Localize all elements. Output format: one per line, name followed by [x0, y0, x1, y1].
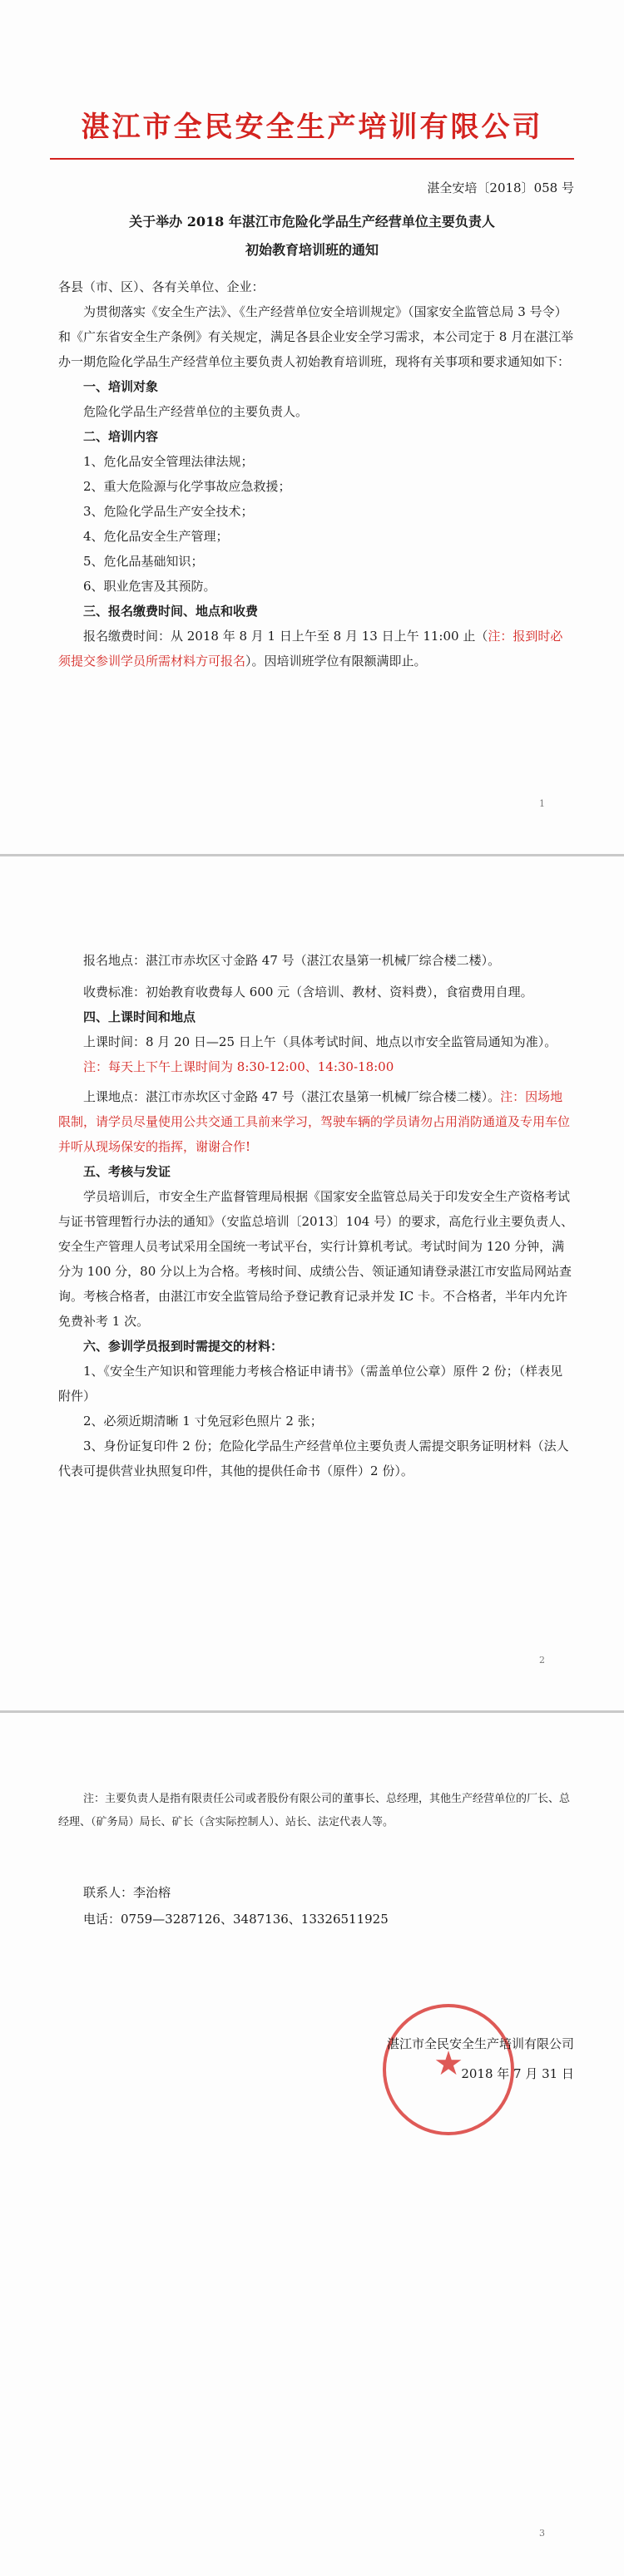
class-place-note-red: 注：因场地限制，请学员尽量使用公共交通工具前来学习，驾驶车辆的学员请勿占用消防通道及专用车位并听从现场保安的指挥，谢谢合作!: [58, 1089, 571, 1154]
page-number: 3: [539, 2528, 545, 2539]
section-2-item: 4、危化品安全生产管理；: [83, 529, 229, 544]
title-line-1: 关于举办 2018 年湛江市危险化学品生产经营单位主要负责人: [129, 214, 495, 229]
section-1-text: 危险化学品生产经营单位的主要负责人。: [83, 404, 309, 419]
registration-time: [58, 624, 574, 674]
section-6-title: 六、参训学员报到时需提交的材料：: [83, 1339, 284, 1354]
red-divider: [50, 158, 574, 160]
document-page-2: [0, 856, 624, 1713]
greeting: 各县（市、区）、各有关单位、企业：: [58, 279, 265, 294]
section-6-item: 3、身份证复印件 2 份；危险化学品生产经营单位主要负责人需提交职务证明材料（法人代表可提供营业执照复印件，其他的提供任命书（原件）2 份）。: [58, 1439, 569, 1478]
company-header: 湛江市全民安全生产培训有限公司: [81, 111, 543, 144]
class-time: 上课时间：8 月 20 日—25 日上午（具体考试时间、地点以市安全监管局通知为准）。: [83, 1034, 557, 1049]
document-title: [0, 208, 624, 264]
section-2-item: 5、危化品基础知识；: [83, 554, 204, 569]
section-2-item: 3、危险化学品生产安全技术；: [83, 504, 254, 519]
document-page-3: [0, 1713, 624, 2576]
page-1-body: [58, 274, 574, 674]
contact-phone: 电话：0759—3287126、3487136、13326511925: [83, 1912, 389, 1927]
page-3-body: [58, 1788, 574, 1834]
section-2-title: 二、培训内容: [83, 429, 159, 444]
signature-company: 湛江市全民安全生产培训有限公司: [386, 2036, 574, 2051]
registration-place: 报名地点：湛江市赤坎区寸金路 47 号（湛江农垦第一机械厂综合楼二楼）。: [83, 953, 501, 968]
registration-time-text: 报名缴费时间：从 2018 年 8 月 1 日上午至 8 月 13 日上午 11:00 止（: [83, 629, 488, 644]
responsible-person-note: 注：主要负责人是指有限责任公司或者股份有限公司的董事长、总经理，其他生产经营单位的厂长、总经理、（矿务局）局长、矿长（含实际控制人）、站长、法定代表人等。: [58, 1793, 571, 1828]
section-5-title: 五、考核与发证: [83, 1164, 171, 1179]
document-page-1: [0, 0, 624, 856]
section-2-item: 1、危化品安全管理法律法规；: [83, 454, 254, 469]
class-time-note: 注：每天上下午上课时间为 8:30-12:00、14:30-18:00: [83, 1059, 394, 1074]
intro-paragraph: 为贯彻落实《安全生产法》、《生产经营单位安全培训规定》（国家安全监管总局 3 号令）和《广东省安全生产条例》有关规定，满足各县企业安全学习需求，本公司定于 8 月在湛江举办一期危险化学品生产经营单位主要负责人初始教育培训班，现将有关事项和要求通知如下：: [58, 304, 574, 369]
seal-star-icon: ★: [433, 2045, 463, 2083]
contact-person: 联系人：李治榕: [83, 1885, 171, 1900]
page-number: 1: [539, 798, 545, 809]
section-3-title: 三、报名缴费时间、地点和收费: [83, 604, 259, 619]
signature-block: [387, 2029, 574, 2089]
document-number: 湛全安培〔2018〕058 号: [427, 180, 574, 195]
title-line-2: 初始教育培训班的通知: [245, 242, 379, 258]
page-2-body: [58, 948, 574, 1483]
signature-date: 2018 年 7 月 31 日: [461, 2066, 574, 2081]
class-place: [58, 1084, 574, 1159]
section-5-text: 学员培训后，市安全生产监督管理局根据《国家安全监管总局关于印发安全生产资格考试与证书管理暂行办法的通知》（安监总培训〔2013〕104 号）的要求，高危行业主要负责人、安全生产管理人员考试采用全国统一考试平台，实行计算机考试。考试时间为 120 分钟，满分为 100 分，80 分以上为合格。考核时间、成绩公告、领证通知请登录湛江市安监局网站查询。考核合格者，由湛江市安全监管局给予登记教育记录并发 IC 卡。不合格者，半年内允许免费补考 1 次。: [58, 1189, 574, 1329]
section-4-title: 四、上课时间和地点: [83, 1009, 196, 1024]
class-place-text: 上课地点：湛江市赤坎区寸金路 47 号（湛江农垦第一机械厂综合楼二楼）。: [83, 1089, 501, 1104]
section-6-item: 2、必须近期清晰 1 寸免冠彩色照片 2 张；: [83, 1414, 323, 1429]
section-2-item: 2、重大危险源与化学事故应急救援；: [83, 479, 291, 494]
section-6-item: 1、《安全生产知识和管理能力考核合格证申请书》（需盖单位公章）原件 2 份；（样表见附件）: [58, 1364, 563, 1404]
fee-standard: 收费标准：初始教育收费每人 600 元（含培训、教材、资料费），食宿费用自理。: [83, 985, 533, 999]
contact-info: [58, 1879, 574, 1932]
section-2-item: 6、职业危害及其预防。: [83, 579, 216, 594]
section-1-title: 一、培训对象: [83, 379, 159, 394]
registration-note-red: 注：报到时必须提交参训学员所需材料方可报名: [58, 629, 563, 669]
page-number: 2: [539, 1655, 545, 1666]
registration-time-text-end: ）。因培训班学位有限额满即止。: [245, 654, 427, 669]
